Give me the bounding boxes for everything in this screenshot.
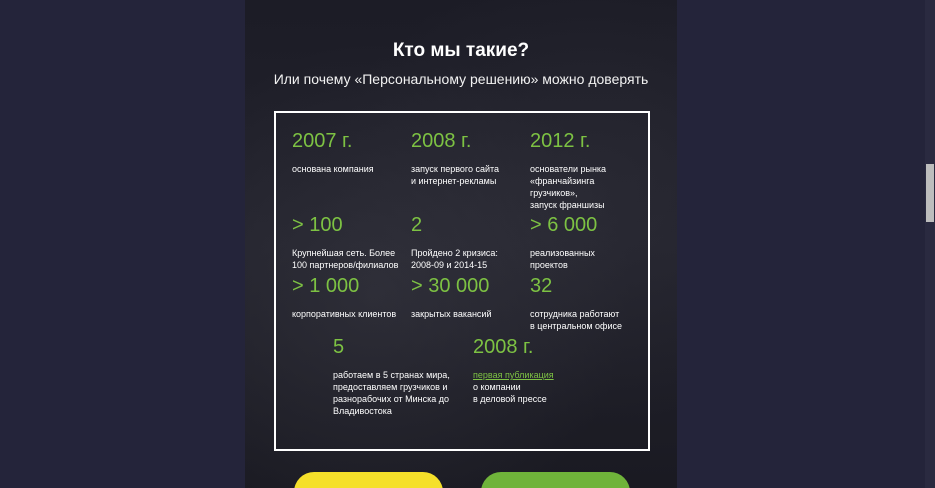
section-title: Кто мы такие? [392,40,530,61]
stat-value: 2012 г. [530,130,591,152]
stat-staff [530,274,648,332]
stat-desc-line: реализованных [530,248,595,258]
stat-value: > 1 000 [292,275,360,297]
stat-desc-line: сотрудника работают [530,309,620,319]
stat-description [530,163,648,211]
stat-desc-line: работаем в 5 странах мира, [333,370,450,380]
stat-value: > 6 000 [530,214,598,236]
stat-desc-line: 2008-09 и 2014-15 [411,260,488,270]
stat-description [411,308,529,320]
stat-desc-line: Пройдено 2 кризиса: [411,248,498,258]
stat-value: > 100 [292,214,343,236]
stat-value: 5 [333,336,345,358]
stat-press [473,335,603,405]
stat-description [333,369,463,417]
stat-desc-line: корпоративных клиентов [292,309,397,319]
stat-desc-line: и интернет-рекламы [411,176,497,186]
stat-first-site [411,129,529,187]
stat-description [530,247,648,271]
stat-desc-line: Владивостока [333,406,392,416]
stat-clients [292,274,410,320]
about-section [245,0,677,488]
stat-value: 2 [411,214,423,236]
stat-desc-line: «франчайзинга [530,176,595,186]
stat-desc-line: проектов [530,260,568,270]
stat-description [411,163,529,187]
stat-desc-line: Крупнейшая сеть. Более [292,248,396,258]
stat-desc-line: запуск франшизы [530,200,605,210]
stat-value: 2007 г. [292,130,353,152]
stats-box [274,111,650,451]
stat-desc-line: о компании [473,382,521,392]
stat-value: > 30 000 [411,275,490,297]
stat-franchise [530,129,648,211]
stat-description [411,247,529,271]
yellow-cta-button[interactable] [294,472,443,488]
stat-desc-line: грузчиков», [530,188,578,198]
stat-vacancies [411,274,529,320]
stat-countries [333,335,463,417]
green-cta-button[interactable] [481,472,630,488]
stat-value: 2008 г. [473,336,534,358]
stat-desc-line: основатели рынка [530,164,607,174]
stat-founded [292,129,410,175]
stat-desc-line: разнорабочих от Минска до [333,394,450,404]
first-publication-link[interactable]: первая публикация [473,370,554,380]
stat-desc-line: в центральном офисе [530,321,622,331]
stat-description [292,247,410,271]
stat-desc-line: основана компания [292,164,374,174]
stat-value: 32 [530,275,553,297]
stat-desc-line: в деловой прессе [473,394,547,404]
stat-description [473,369,603,405]
stat-projects [530,213,648,271]
stat-desc-line: закрытых вакансий [411,309,492,319]
stat-partners [292,213,410,271]
stat-desc-line: предоставляем грузчиков и [333,382,448,392]
scrollbar-thumb[interactable] [926,164,934,222]
stat-description [530,308,648,332]
stat-description [292,308,410,320]
stat-value: 2008 г. [411,130,472,152]
scrollbar-track[interactable] [925,0,935,488]
stat-crises [411,213,529,271]
section-subtitle: Или почему «Персональному решению» можно доверять [273,71,649,87]
stat-desc-line: запуск первого сайта [411,164,500,174]
stat-description [292,163,410,175]
stat-desc-line: 100 партнеров/филиалов [292,260,399,270]
